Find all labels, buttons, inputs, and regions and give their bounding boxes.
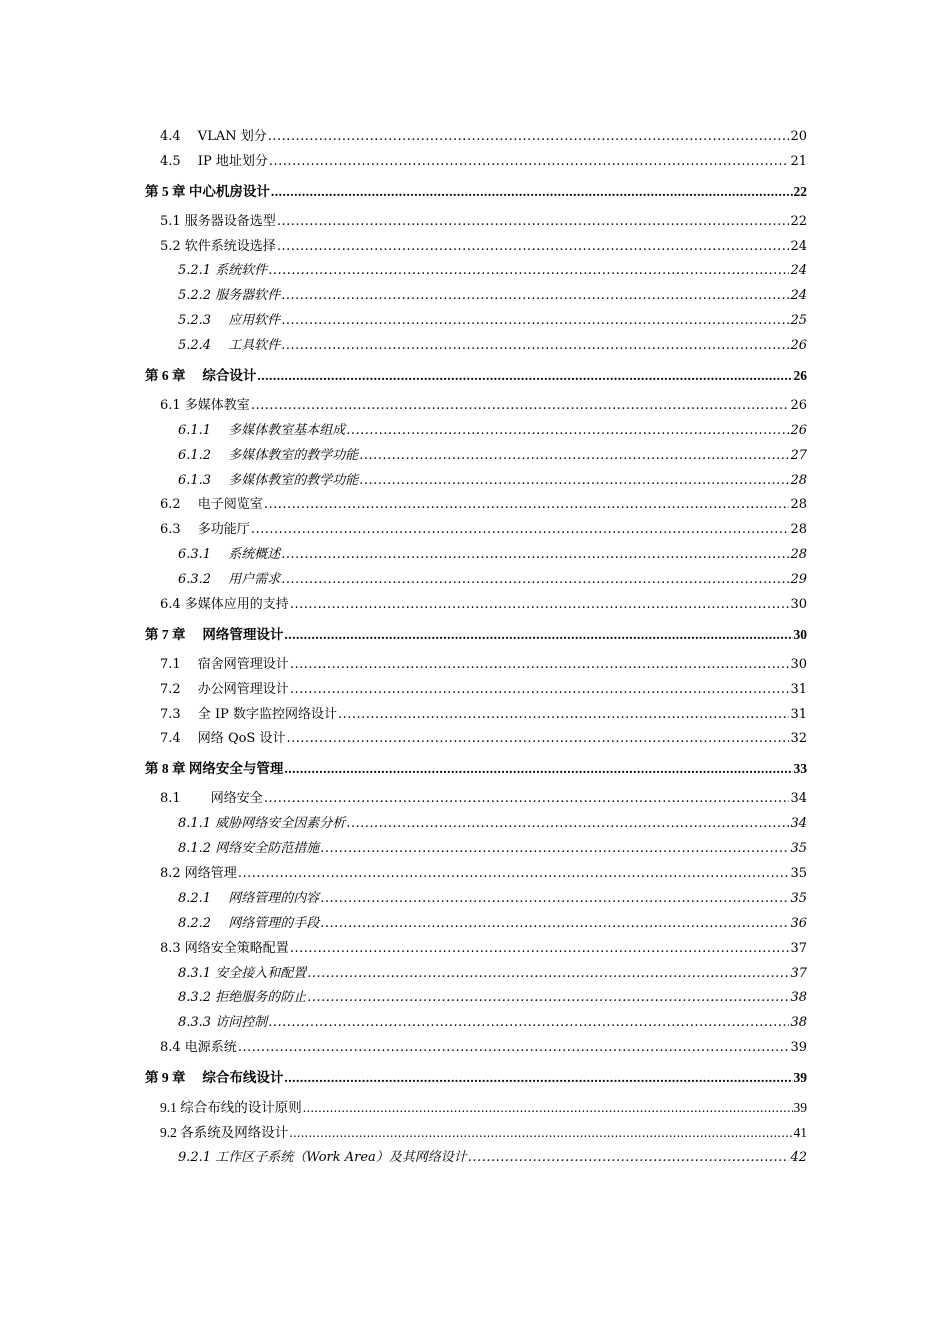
toc-dot-leader — [264, 493, 790, 518]
toc-subsection-entry[interactable] — [145, 912, 807, 937]
toc-page-number: 39 — [790, 1040, 807, 1056]
toc-entry-title: 第 7 章 网络管理设计 — [145, 626, 284, 642]
toc-section-entry[interactable] — [145, 862, 807, 887]
toc-entry-title: 8.2.1 网络管理的内容 — [178, 890, 320, 906]
toc-page-number: 20 — [790, 129, 807, 144]
toc-subsection-entry[interactable] — [145, 309, 807, 334]
toc-page-number: 26 — [793, 368, 807, 384]
toc-entry-title: 6.1.1 多媒体教室基本组成 — [178, 422, 346, 438]
toc-dot-leader — [307, 962, 789, 987]
toc-entry-title: 8.1 网络安全 — [160, 791, 263, 807]
toc-subsection-entry[interactable] — [145, 1011, 807, 1036]
toc-dot-leader — [257, 364, 792, 389]
toc-dot-leader — [251, 518, 790, 543]
toc-page-number: 29 — [790, 572, 807, 588]
toc-entry-title: 7.3 全 IP 数字监控网络设计 — [160, 706, 337, 722]
toc-entry-title: 第 6 章 综合设计 — [145, 368, 257, 384]
toc-entry-title: 8.3 网络安全策略配置 — [160, 940, 289, 956]
toc-entry-title: 4.4 VLAN 划分 — [160, 129, 267, 144]
toc-dot-leader — [346, 419, 789, 444]
toc-entry-title: 8.2 网络管理 — [160, 865, 237, 881]
toc-dot-leader — [281, 543, 789, 568]
toc-dot-leader — [284, 623, 792, 648]
toc-section-entry[interactable] — [145, 235, 807, 260]
toc-entry-title: 8.1.1 威胁网络安全因素分析 — [178, 816, 346, 832]
toc-entry-title: 6.3.1 系统概述 — [178, 547, 281, 563]
toc-entry-title: 7.4 网络 QoS 设计 — [160, 731, 286, 747]
toc-page-number: 38 — [790, 1015, 807, 1031]
toc-entry-title: 8.3.3 访问控制 — [178, 1015, 268, 1031]
toc-entry-title: 5.2.3 应用软件 — [178, 313, 281, 329]
toc-subsection-entry[interactable] — [145, 444, 807, 469]
toc-dot-leader — [268, 259, 789, 284]
toc-dot-leader — [277, 210, 790, 235]
toc-section-entry[interactable] — [145, 394, 807, 419]
toc-entry-title: 5.1 服务器设备选型 — [160, 213, 276, 229]
toc-page-number: 37 — [790, 965, 807, 981]
toc-dot-leader — [238, 1036, 790, 1061]
toc-chapter-entry[interactable] — [145, 364, 807, 389]
toc-dot-leader — [320, 912, 789, 937]
toc-entry-title: 8.3.2 拒绝服务的防止 — [178, 990, 307, 1006]
toc-entry-title: 8.2.2 网络管理的手段 — [178, 915, 320, 931]
toc-page-number: 30 — [790, 656, 807, 672]
toc-entry-title: 第 5 章 中心机房设计 — [145, 183, 270, 199]
toc-dot-leader — [346, 812, 789, 837]
toc-dot-leader — [269, 150, 790, 175]
toc-subsection-entry[interactable] — [145, 334, 807, 359]
toc-page-number: 22 — [793, 183, 807, 199]
toc-dot-leader — [286, 727, 789, 752]
toc-entry-title: 7.2 办公网管理设计 — [160, 681, 289, 697]
toc-dot-leader — [289, 1121, 792, 1146]
toc-page-number: 41 — [793, 1124, 807, 1140]
toc-page-number: 26 — [790, 338, 807, 354]
toc-page-number: 33 — [793, 761, 807, 777]
toc-entry-title: 8.1.2 网络安全防范措施 — [178, 841, 320, 857]
table-of-contents — [145, 125, 807, 1171]
toc-subsection-entry[interactable] — [145, 887, 807, 912]
toc-page-number: 24 — [790, 238, 807, 254]
toc-page-number: 31 — [790, 706, 807, 722]
toc-dot-leader — [281, 568, 789, 593]
toc-section-entry[interactable] — [145, 593, 807, 618]
toc-page-number: 22 — [790, 213, 807, 229]
toc-chapter-entry[interactable] — [145, 757, 807, 782]
toc-page-number: 28 — [790, 497, 807, 513]
toc-entry-title: 6.3.2 用户需求 — [178, 572, 281, 588]
toc-page-number: 37 — [790, 940, 807, 956]
toc-section-entry[interactable] — [145, 653, 807, 678]
toc-subsection-entry[interactable] — [145, 837, 807, 862]
toc-chapter-entry[interactable] — [145, 623, 807, 648]
toc-page-number: 24 — [790, 263, 807, 279]
toc-subsection-entry[interactable] — [145, 962, 807, 987]
toc-section-entry[interactable] — [145, 1036, 807, 1061]
toc-page-number: 36 — [790, 915, 807, 931]
toc-entry-title: 6.1.2 多媒体教室的教学功能 — [178, 447, 359, 463]
toc-page-number: 42 — [790, 1149, 807, 1165]
toc-section-entry[interactable] — [145, 703, 807, 728]
toc-entry-title: 7.1 宿舍网管理设计 — [160, 656, 289, 672]
toc-subsection-entry[interactable] — [145, 284, 807, 309]
toc-dot-leader — [290, 653, 790, 678]
toc-page-number: 39 — [793, 1099, 807, 1115]
toc-chapter-entry[interactable] — [145, 180, 807, 205]
toc-dot-leader — [468, 1146, 790, 1171]
toc-entry-title: 5.2.4 工具软件 — [178, 338, 281, 354]
toc-entry-title: 9.2 各系统及网络设计 — [160, 1124, 289, 1140]
toc-section-entry[interactable] — [145, 125, 807, 150]
toc-dot-leader — [284, 757, 792, 782]
toc-dot-leader — [281, 334, 789, 359]
toc-page-number: 25 — [790, 313, 807, 329]
toc-subsection-entry[interactable] — [145, 812, 807, 837]
toc-entry-title: 8.3.1 安全接入和配置 — [178, 965, 307, 981]
toc-page-number: 39 — [793, 1070, 807, 1086]
toc-page-number: 21 — [790, 153, 807, 169]
toc-section-entry[interactable] — [145, 1121, 807, 1146]
toc-dot-leader — [271, 180, 793, 205]
toc-section-entry[interactable] — [145, 210, 807, 235]
toc-page-number: 35 — [790, 890, 807, 906]
toc-chapter-entry[interactable] — [145, 1066, 807, 1091]
toc-page-number: 34 — [790, 791, 807, 807]
toc-entry-title: 6.2 电子阅览室 — [160, 497, 263, 513]
toc-page-number: 26 — [790, 422, 807, 438]
toc-entry-title: 第 8 章 网络安全与管理 — [145, 761, 284, 777]
toc-dot-leader — [338, 703, 789, 728]
toc-dot-leader — [303, 1096, 793, 1121]
toc-dot-leader — [281, 284, 789, 309]
toc-entry-title: 6.4 多媒体应用的支持 — [160, 597, 289, 613]
toc-page-number: 35 — [790, 841, 807, 857]
toc-page-number: 24 — [790, 288, 807, 304]
toc-dot-leader — [277, 235, 790, 260]
toc-dot-leader — [320, 887, 789, 912]
toc-subsection-entry[interactable] — [145, 419, 807, 444]
toc-page-number: 30 — [790, 597, 807, 613]
toc-subsection-entry[interactable] — [145, 259, 807, 284]
toc-section-entry[interactable] — [145, 787, 807, 812]
toc-dot-leader — [251, 394, 790, 419]
toc-entry-title: 5.2 软件系统设选择 — [160, 238, 276, 254]
toc-page-number: 28 — [790, 522, 807, 538]
toc-entry-title: 9.1 综合布线的设计原则 — [160, 1099, 302, 1115]
toc-section-entry[interactable] — [145, 493, 807, 518]
toc-section-entry[interactable] — [145, 150, 807, 175]
toc-section-entry[interactable] — [145, 1096, 807, 1121]
toc-dot-leader — [359, 444, 789, 469]
toc-dot-leader — [284, 1066, 792, 1091]
toc-dot-leader — [290, 678, 790, 703]
toc-page-number: 32 — [790, 731, 807, 747]
toc-entry-title: 6.1.3 多媒体教室的教学功能 — [178, 472, 359, 488]
toc-dot-leader — [307, 986, 789, 1011]
toc-subsection-entry[interactable] — [145, 986, 807, 1011]
toc-entry-title: 第 9 章 综合布线设计 — [145, 1070, 284, 1086]
toc-dot-leader — [268, 125, 790, 150]
toc-page-number: 26 — [790, 397, 807, 413]
toc-dot-leader — [281, 309, 789, 334]
toc-page-number: 30 — [793, 626, 807, 642]
toc-entry-title: 6.3 多功能厅 — [160, 522, 250, 538]
toc-page-number: 28 — [790, 472, 807, 488]
toc-section-entry[interactable] — [145, 727, 807, 752]
toc-dot-leader — [264, 787, 790, 812]
toc-subsection-entry[interactable] — [145, 469, 807, 494]
toc-subsection-entry[interactable] — [145, 568, 807, 593]
toc-entry-title: 9.2.1 工作区子系统（Work Area）及其网络设计 — [178, 1149, 467, 1165]
toc-dot-leader — [290, 937, 790, 962]
toc-page-number: 34 — [790, 816, 807, 832]
toc-entry-title: 5.2.1 系统软件 — [178, 263, 268, 279]
toc-page-number: 35 — [790, 865, 807, 881]
toc-page-number: 31 — [790, 681, 807, 697]
toc-section-entry[interactable] — [145, 518, 807, 543]
toc-page-number: 27 — [790, 447, 807, 463]
toc-dot-leader — [290, 593, 790, 618]
toc-section-entry[interactable] — [145, 678, 807, 703]
toc-entry-title: 6.1 多媒体教室 — [160, 397, 250, 413]
toc-entry-title: 5.2.2 服务器软件 — [178, 288, 281, 304]
toc-page-number: 38 — [790, 990, 807, 1006]
toc-section-entry[interactable] — [145, 937, 807, 962]
toc-dot-leader — [238, 862, 790, 887]
toc-dot-leader — [359, 469, 789, 494]
toc-dot-leader — [320, 837, 789, 862]
toc-subsection-entry[interactable] — [145, 1146, 807, 1171]
toc-dot-leader — [268, 1011, 789, 1036]
toc-page-number: 28 — [790, 547, 807, 563]
toc-entry-title: 4.5 IP 地址划分 — [160, 153, 268, 169]
toc-entry-title: 8.4 电源系统 — [160, 1040, 237, 1056]
toc-subsection-entry[interactable] — [145, 543, 807, 568]
